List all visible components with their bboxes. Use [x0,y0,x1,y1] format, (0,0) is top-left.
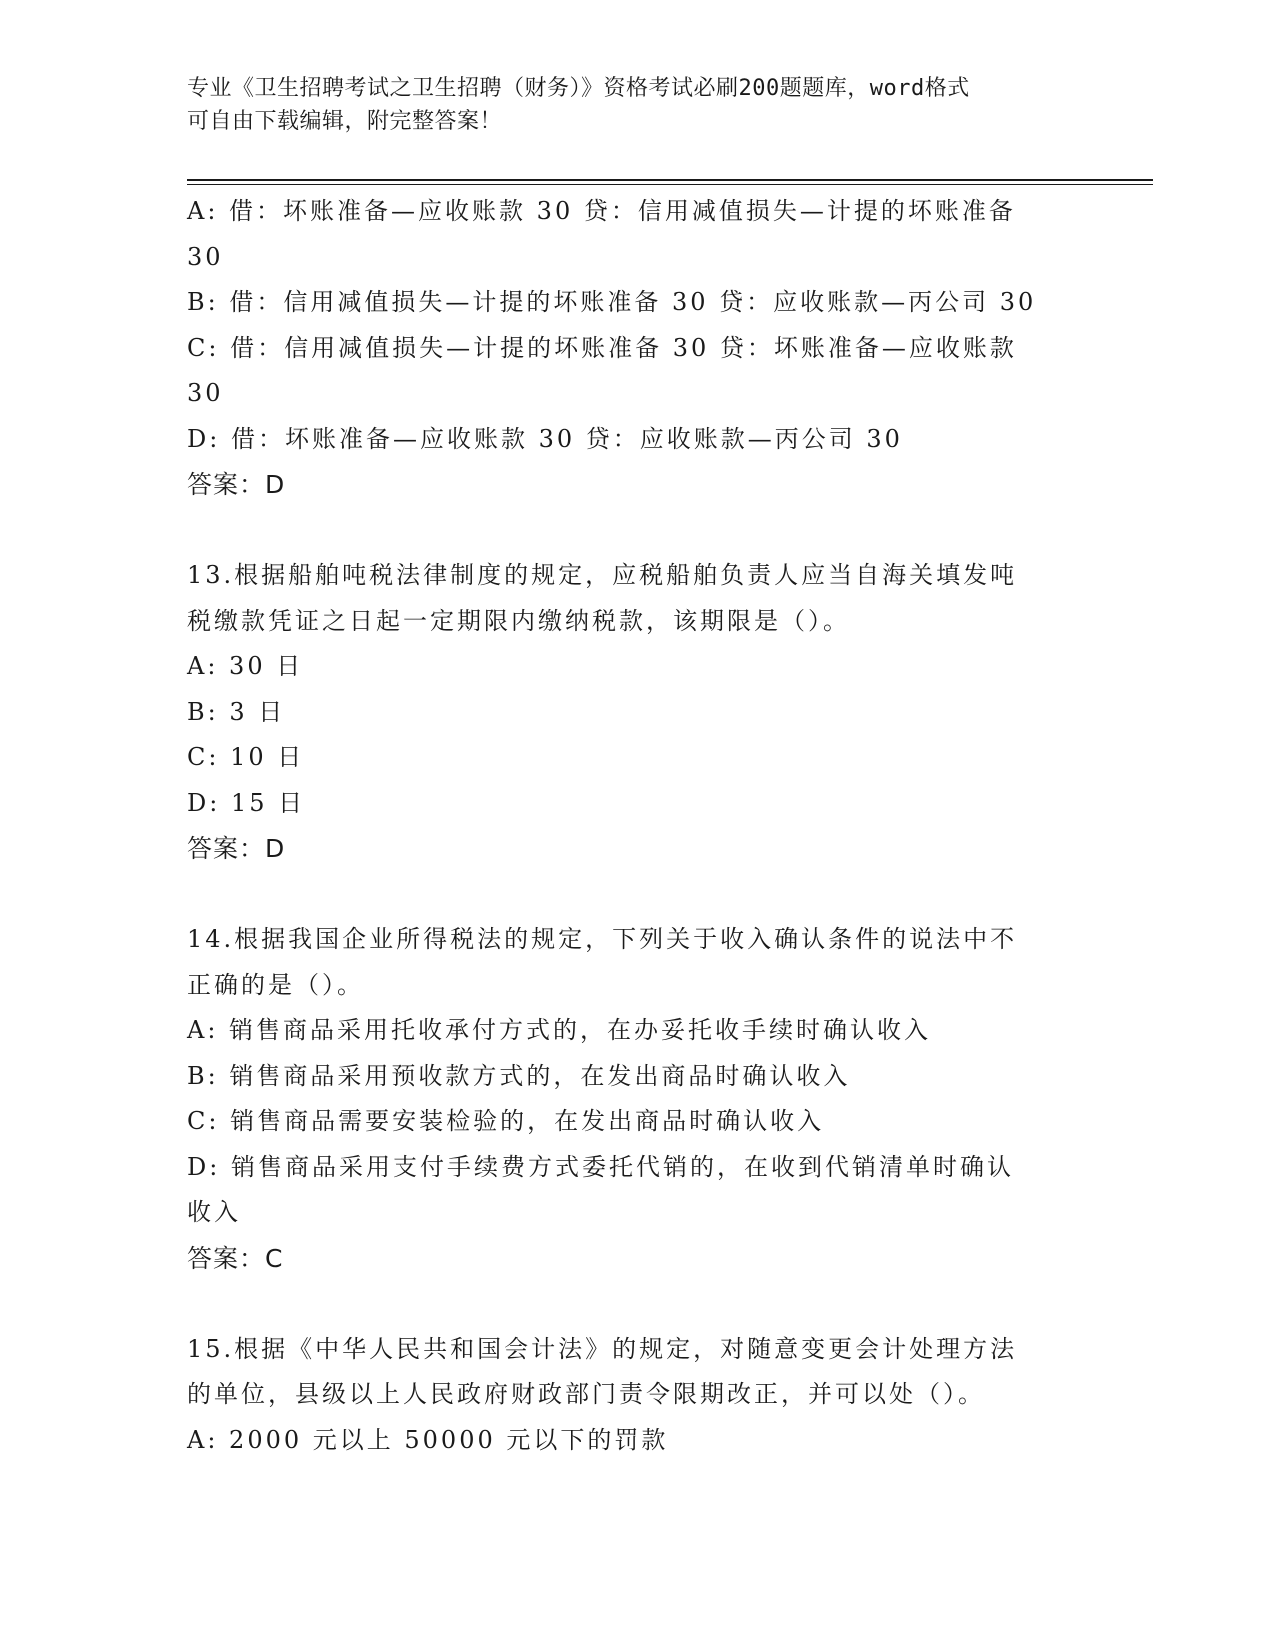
document-header [187,72,1067,138]
option-d: D: 15 日 [187,788,306,817]
option-b: B: 3 日 [187,697,286,726]
option-c: C: 借：信用减值损失—计提的坏账准备 30 贷：坏账准备—应收账款 [187,333,1017,362]
answer: 答案：D [187,834,286,863]
option-d-continued: 收入 [187,1198,241,1226]
option-a: A: 借：坏账准备—应收账款 30 贷：信用减值损失—计提的坏账准备 [187,197,1016,225]
question-14 [187,917,1072,1281]
header-divider-thin [187,184,1153,185]
header-title-line-2: 可自由下载编辑，附完整答案！ [187,109,503,134]
option-b: B: 借：信用减值损失—计提的坏账准备 30 贷：应收账款—丙公司 30 [187,288,1037,316]
option-c: C: 10 日 [187,743,305,771]
question-13 [187,553,1072,872]
question-stem-continued: 正确的是（）。 [187,970,364,999]
option-d: D: 借：坏账准备—应收账款 30 贷：应收账款—丙公司 30 [187,424,903,453]
header-divider-thick [187,179,1153,181]
question-stem: 13.根据船舶吨税法律制度的规定，应税船舶负责人应当自海关填发吨 [187,561,1018,589]
question-12-options [187,189,1072,508]
header-title-line-1: 专业《卫生招聘考试之卫生招聘（财务）》资格考试必刷200题题库，word格式 [187,76,970,101]
option-a: A: 30 日 [187,652,304,680]
spacer [187,508,1072,554]
option-c-continued: 30 [187,379,224,407]
question-stem-continued: 税缴款凭证之日起一定期限内缴纳税款，该期限是（）。 [187,606,850,635]
question-stem: 15.根据《中华人民共和国会计法》的规定，对随意变更会计处理方法 [187,1334,1018,1363]
option-a: A: 销售商品采用托收承付方式的，在办妥托收手续时确认收入 [187,1016,932,1044]
option-a-continued: 30 [187,242,224,271]
answer: 答案：C [187,1243,284,1273]
answer: 答案：D [187,470,286,499]
question-15 [187,1327,1072,1464]
spacer [187,1281,1072,1327]
question-list [187,189,1072,1463]
option-c: C: 销售商品需要安装检验的，在发出商品时确认收入 [187,1107,825,1135]
spacer [187,872,1072,918]
option-a: A: 2000 元以上 50000 元以下的罚款 [187,1425,669,1454]
question-stem-continued: 的单位，县级以上人民政府财政部门责令限期改正，并可以处（）。 [187,1380,985,1408]
question-stem: 14.根据我国企业所得税法的规定，下列关于收入确认条件的说法中不 [187,925,1018,953]
option-b: B: 销售商品采用预收款方式的，在发出商品时确认收入 [187,1061,851,1090]
option-d: D: 销售商品采用支付手续费方式委托代销的，在收到代销清单时确认 [187,1152,1014,1181]
